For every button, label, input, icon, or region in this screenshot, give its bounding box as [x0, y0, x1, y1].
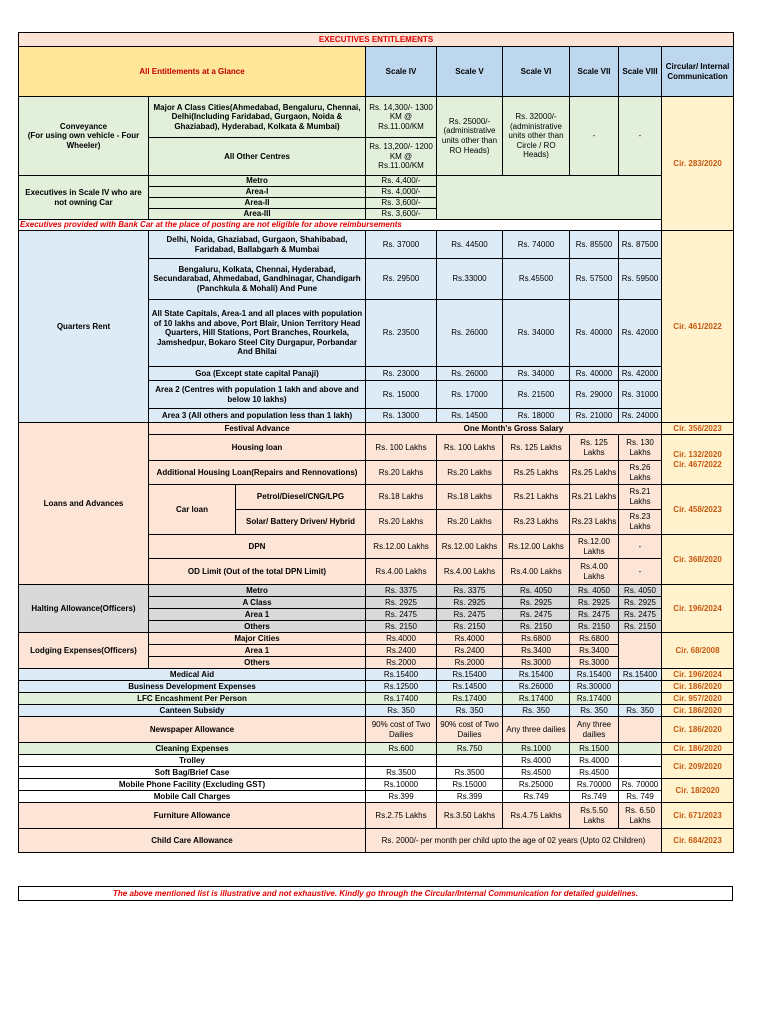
medical-aid-s7: Rs.15400 [570, 669, 619, 681]
cleaning-s6: Rs.1000 [503, 743, 570, 755]
table-title: EXECUTIVES ENTITLEMENTS [19, 33, 734, 47]
halting-s4: Rs. 2150 [366, 621, 437, 633]
car-loan-solar-s6: Rs.23 Lakhs [503, 510, 570, 535]
lodging-circular: Cir. 68/2008 [662, 633, 734, 669]
car-loan-solar-s5: Rs.20 Lakhs [437, 510, 503, 535]
quarters-s7: Rs. 40000 [570, 300, 619, 367]
dpn-s6: Rs.12.00 Lakhs [503, 535, 570, 559]
mobile-phone-s7: Rs.70000 [570, 779, 619, 791]
lodging-s7: Rs.3000 [570, 657, 619, 669]
newspaper-s4: 90% cost of Two Dailies [366, 717, 437, 743]
no-car-area: Area-II [149, 198, 366, 209]
housing-loan-label: Housing loan [149, 435, 366, 461]
halting-s6: Rs. 2150 [503, 621, 570, 633]
car-loan-petrol-label: Petrol/Diesel/CNG/LPG [236, 485, 366, 510]
cleaning-s4: Rs.600 [366, 743, 437, 755]
softbag-s5: Rs.3500 [437, 767, 503, 779]
additional-housing-s8: Rs.26 Lakhs [619, 461, 662, 485]
dpn-circular: Cir. 368/2020 [662, 535, 734, 585]
no-car-blank [437, 176, 662, 220]
softbag-s4: Rs.3500 [366, 767, 437, 779]
mobile-phone-s4: Rs.10000 [366, 779, 437, 791]
scale-v-header: Scale V [437, 47, 503, 97]
newspaper-s8 [619, 717, 662, 743]
housing-loan-circular: Cir. 132/2020 Cir. 467/2022 [662, 435, 734, 485]
quarters-s7: Rs. 29000 [570, 381, 619, 409]
mobile-call-s8: Rs. 749 [619, 791, 662, 803]
halting-circular: Cir. 196/2024 [662, 585, 734, 633]
lodging-s5: Rs.2400 [437, 645, 503, 657]
cleaning-circular: Cir. 186/2020 [662, 743, 734, 755]
quarters-s5: Rs. 26000 [437, 367, 503, 381]
quarters-s5: Rs. 14500 [437, 409, 503, 423]
canteen-label: Canteen Subsidy [19, 705, 366, 717]
car-loan-circular: Cir. 458/2023 [662, 485, 734, 535]
quarters-s5: Rs. 17000 [437, 381, 503, 409]
newspaper-circular: Cir. 186/2020 [662, 717, 734, 743]
quarters-s8: Rs. 42000 [619, 367, 662, 381]
cleaning-label: Cleaning Expenses [19, 743, 366, 755]
quarters-s7: Rs. 85500 [570, 231, 619, 259]
quarters-s5: Rs. 26000 [437, 300, 503, 367]
conveyance-s7: - [570, 97, 619, 176]
glance-header: All Entitlements at a Glance [19, 47, 366, 97]
housing-loan-s8: Rs. 130 Lakhs [619, 435, 662, 461]
scale-vi-header: Scale VI [503, 47, 570, 97]
lodging-s7: Rs.6800 [570, 633, 619, 645]
quarters-s7: Rs. 21000 [570, 409, 619, 423]
scale-iv-header: Scale IV [366, 47, 437, 97]
festival-advance-value: One Month's Gross Salary [366, 423, 662, 435]
medical-aid-s5: Rs.15400 [437, 669, 503, 681]
conveyance-other-centres: All Other Centres [149, 138, 366, 176]
halting-s5: Rs. 2150 [437, 621, 503, 633]
furniture-s6: Rs.4.75 Lakhs [503, 803, 570, 829]
car-loan-solar-s4: Rs.20 Lakhs [366, 510, 437, 535]
quarters-label: Quarters Rent [19, 231, 149, 423]
quarters-place: Delhi, Noida, Ghaziabad, Gurgaon, Shahibabad, Faridabad, Ballabgarh & Mumbai [149, 231, 366, 259]
halting-area: Metro [149, 585, 366, 597]
childcare-label: Child Care Allowance [19, 829, 366, 853]
no-car-area: Area-III [149, 209, 366, 220]
softbag-label: Soft Bag/Brief Case [19, 767, 366, 779]
furniture-circular: Cir. 671/2023 [662, 803, 734, 829]
disclaimer-footer: The above mentioned list is illustrative and not exhaustive. Kindly go through the Circular/Internal Communication for detailed guidelines. [18, 886, 733, 901]
halting-label: Halting Allowance(Officers) [19, 585, 149, 633]
dpn-s4: Rs.12.00 Lakhs [366, 535, 437, 559]
medical-aid-circular: Cir. 196/2024 [662, 669, 734, 681]
quarters-s8: Rs. 42000 [619, 300, 662, 367]
festival-advance-label: Festival Advance [149, 423, 366, 435]
housing-loan-s5: Rs. 100 Lakhs [437, 435, 503, 461]
quarters-s4: Rs. 15000 [366, 381, 437, 409]
mobile-call-s7: Rs.749 [570, 791, 619, 803]
bde-s7: Rs.30000 [570, 681, 619, 693]
halting-area: Others [149, 621, 366, 633]
lodging-label: Lodging Expenses(Officers) [19, 633, 149, 669]
mobile-call-s6: Rs.749 [503, 791, 570, 803]
halting-s6: Rs. 2925 [503, 597, 570, 609]
mobile-phone-s5: Rs.15000 [437, 779, 503, 791]
quarters-s8: Rs. 31000 [619, 381, 662, 409]
conveyance-s6: Rs. 32000/- (administrative units other than Circle / RO Heads) [503, 97, 570, 176]
loans-label: Loans and Advances [19, 423, 149, 585]
childcare-circular: Cir. 684/2023 [662, 829, 734, 853]
canteen-s5: Rs. 350 [437, 705, 503, 717]
softbag-s6: Rs.4500 [503, 767, 570, 779]
softbag-s8 [619, 767, 662, 779]
dpn-s5: Rs.12.00 Lakhs [437, 535, 503, 559]
bank-car-note: Executives provided with Bank Car at the place of posting are not eligible for above reimbursements [19, 220, 662, 231]
quarters-s8: Rs. 24000 [619, 409, 662, 423]
canteen-s4: Rs. 350 [366, 705, 437, 717]
dpn-s8: - [619, 535, 662, 559]
car-loan-petrol-s4: Rs.18 Lakhs [366, 485, 437, 510]
lfc-label: LFC Encashment Per Person [19, 693, 366, 705]
quarters-s8: Rs. 59500 [619, 259, 662, 300]
halting-s8: Rs. 4050 [619, 585, 662, 597]
additional-housing-s7: Rs.25 Lakhs [570, 461, 619, 485]
quarters-s5: Rs.33000 [437, 259, 503, 300]
lodging-area: Area 1 [149, 645, 366, 657]
no-car-area: Area-I [149, 187, 366, 198]
car-loan-petrol-s8: Rs.21 Lakhs [619, 485, 662, 510]
quarters-place: All State Capitals, Area-1 and all places with population of 10 lakhs and above, Port Blair, Union Territory Head Quarters, Hill Stations, Port Branches, Rourkela, Jamshedpur, Bokaro Steel City Durgapur, Porbandar And Bhilai [149, 300, 366, 367]
cleaning-s5: Rs.750 [437, 743, 503, 755]
no-car-area: Metro [149, 176, 366, 187]
medical-aid-s8: Rs.15400 [619, 669, 662, 681]
lodging-s4: Rs.4000 [366, 633, 437, 645]
halting-s8: Rs. 2925 [619, 597, 662, 609]
trolley-s6: Rs.4000 [503, 755, 570, 767]
conveyance-s5: Rs. 25000/- (administrative units other than RO Heads) [437, 97, 503, 176]
additional-housing-s6: Rs.25 Lakhs [503, 461, 570, 485]
quarters-place: Bengaluru, Kolkata, Chennai, Hyderabad, Secundarabad, Ahmedabad, Gandhinagar, Chandigarh (Panchkula & Mohali) And Pune [149, 259, 366, 300]
lodging-s8-blank [619, 633, 662, 669]
halting-s7: Rs. 2475 [570, 609, 619, 621]
furniture-s7: Rs.5.50 Lakhs [570, 803, 619, 829]
lodging-area: Others [149, 657, 366, 669]
halting-s5: Rs. 2475 [437, 609, 503, 621]
halting-s7: Rs. 2925 [570, 597, 619, 609]
dpn-label: DPN [149, 535, 366, 559]
lfc-circular: Cir. 957/2020 [662, 693, 734, 705]
bde-label: Business Development Expenses [19, 681, 366, 693]
lfc-s4: Rs.17400 [366, 693, 437, 705]
conveyance-s8: - [619, 97, 662, 176]
medical-aid-s4: Rs.15400 [366, 669, 437, 681]
furniture-s8: Rs. 6.50 Lakhs [619, 803, 662, 829]
trolley-s5 [437, 755, 503, 767]
car-loan-petrol-s6: Rs.21 Lakhs [503, 485, 570, 510]
mobile-call-label: Mobile Call Charges [19, 791, 366, 803]
mobile-phone-label: Mobile Phone Facility (Excluding GST) [19, 779, 366, 791]
quarters-circular: Cir. 461/2022 [662, 231, 734, 423]
od-limit-s7: Rs.4.00 Lakhs [570, 559, 619, 585]
halting-s5: Rs. 3375 [437, 585, 503, 597]
housing-loan-s7: Rs. 125 Lakhs [570, 435, 619, 461]
quarters-s8: Rs. 87500 [619, 231, 662, 259]
halting-s6: Rs. 4050 [503, 585, 570, 597]
trolley-label: Trolley [19, 755, 366, 767]
dpn-s7: Rs.12.00 Lakhs [570, 535, 619, 559]
quarters-s6: Rs. 18000 [503, 409, 570, 423]
additional-housing-label: Additional Housing Loan(Repairs and Rennovations) [149, 461, 366, 485]
mobile-phone-s6: Rs.25000 [503, 779, 570, 791]
car-loan-solar-s7: Rs.23 Lakhs [570, 510, 619, 535]
cleaning-s7: Rs.1500 [570, 743, 619, 755]
childcare-value: Rs. 2000/- per month per child upto the age of 02 years (Upto 02 Children) [366, 829, 662, 853]
quarters-s4: Rs. 23000 [366, 367, 437, 381]
mobile-phone-s8: Rs. 70000 [619, 779, 662, 791]
halting-area: Area 1 [149, 609, 366, 621]
lodging-area: Major Cities [149, 633, 366, 645]
quarters-s4: Rs. 23500 [366, 300, 437, 367]
od-limit-s8: - [619, 559, 662, 585]
newspaper-s5: 90% cost of Two Dailies [437, 717, 503, 743]
quarters-s6: Rs.45500 [503, 259, 570, 300]
newspaper-s7: Any three dailies [570, 717, 619, 743]
halting-s7: Rs. 2150 [570, 621, 619, 633]
cleaning-s8 [619, 743, 662, 755]
bde-s8 [619, 681, 662, 693]
od-limit-label: OD Limit (Out of the total DPN Limit) [149, 559, 366, 585]
car-loan-petrol-s7: Rs.21 Lakhs [570, 485, 619, 510]
mobile-circular: Cir. 18/2020 [662, 779, 734, 803]
od-limit-s5: Rs.4.00 Lakhs [437, 559, 503, 585]
quarters-s6: Rs. 34000 [503, 367, 570, 381]
furniture-s4: Rs.2.75 Lakhs [366, 803, 437, 829]
medical-aid-s6: Rs.15400 [503, 669, 570, 681]
conveyance-label: Conveyance (For using own vehicle - Four Wheeler) [19, 97, 149, 176]
lodging-s6: Rs.3400 [503, 645, 570, 657]
no-car-label: Executives in Scale IV who are not owning Car [19, 176, 149, 220]
lodging-s5: Rs.2000 [437, 657, 503, 669]
lodging-s5: Rs.4000 [437, 633, 503, 645]
lfc-s5: Rs.17400 [437, 693, 503, 705]
no-car-value: Rs. 3,600/- [366, 209, 437, 220]
halting-s8: Rs. 2475 [619, 609, 662, 621]
trolley-s4 [366, 755, 437, 767]
medical-aid-label: Medical Aid [19, 669, 366, 681]
halting-s4: Rs. 2475 [366, 609, 437, 621]
car-loan-solar-label: Solar/ Battery Driven/ Hybrid [236, 510, 366, 535]
mobile-call-s4: Rs.399 [366, 791, 437, 803]
conveyance-other-s4: Rs. 13,200/- 1200 KM @ Rs.11.00/KM [366, 138, 437, 176]
halting-s5: Rs. 2925 [437, 597, 503, 609]
mobile-call-s5: Rs.399 [437, 791, 503, 803]
circular-header: Circular/ Internal Communication [662, 47, 734, 97]
lodging-s7: Rs.3400 [570, 645, 619, 657]
conveyance-circular: Cir. 283/2020 [662, 97, 734, 231]
car-loan-label: Car loan [149, 485, 236, 535]
od-limit-s6: Rs.4.00 Lakhs [503, 559, 570, 585]
softbag-s7: Rs.4500 [570, 767, 619, 779]
halting-s7: Rs. 4050 [570, 585, 619, 597]
furniture-s5: Rs.3.50 Lakhs [437, 803, 503, 829]
housing-loan-s6: Rs. 125 Lakhs [503, 435, 570, 461]
quarters-s4: Rs. 13000 [366, 409, 437, 423]
od-limit-s4: Rs.4.00 Lakhs [366, 559, 437, 585]
lodging-s6: Rs.6800 [503, 633, 570, 645]
halting-s4: Rs. 3375 [366, 585, 437, 597]
entitlements-table [18, 32, 734, 853]
canteen-s7: Rs. 350 [570, 705, 619, 717]
quarters-s4: Rs. 37000 [366, 231, 437, 259]
scale-viii-header: Scale VIII [619, 47, 662, 97]
canteen-circular: Cir. 186/2020 [662, 705, 734, 717]
bde-s4: Rs.12500 [366, 681, 437, 693]
scale-vii-header: Scale VII [570, 47, 619, 97]
bde-s6: Rs.26000 [503, 681, 570, 693]
lfc-s8 [619, 693, 662, 705]
bde-circular: Cir. 186/2020 [662, 681, 734, 693]
car-loan-petrol-s5: Rs.18 Lakhs [437, 485, 503, 510]
newspaper-s6: Any three dailies [503, 717, 570, 743]
no-car-value: Rs. 4,400/- [366, 176, 437, 187]
quarters-s6: Rs. 21500 [503, 381, 570, 409]
canteen-s6: Rs. 350 [503, 705, 570, 717]
quarters-place: Area 2 (Centres with population 1 lakh and above and below 10 lakhs) [149, 381, 366, 409]
halting-s4: Rs. 2925 [366, 597, 437, 609]
additional-housing-s4: Rs.20 Lakhs [366, 461, 437, 485]
housing-loan-s4: Rs. 100 Lakhs [366, 435, 437, 461]
halting-s6: Rs. 2475 [503, 609, 570, 621]
festival-advance-circular: Cir. 356/2023 [662, 423, 734, 435]
quarters-s6: Rs. 34000 [503, 300, 570, 367]
no-car-value: Rs. 4,000/- [366, 187, 437, 198]
halting-s8: Rs. 2150 [619, 621, 662, 633]
lodging-s6: Rs.3000 [503, 657, 570, 669]
lfc-s6: Rs.17400 [503, 693, 570, 705]
lfc-s7: Rs.17400 [570, 693, 619, 705]
car-loan-solar-s8: Rs.23 Lakhs [619, 510, 662, 535]
lodging-s4: Rs.2400 [366, 645, 437, 657]
quarters-place: Area 3 (All others and population less than 1 lakh) [149, 409, 366, 423]
conveyance-major-s4: Rs. 14,300/- 1300 KM @ Rs.11.00/KM [366, 97, 437, 138]
quarters-s5: Rs. 44500 [437, 231, 503, 259]
halting-area: A Class [149, 597, 366, 609]
newspaper-label: Newspaper Allowance [19, 717, 366, 743]
quarters-s7: Rs. 57500 [570, 259, 619, 300]
quarters-s6: Rs. 74000 [503, 231, 570, 259]
additional-housing-s5: Rs.20 Lakhs [437, 461, 503, 485]
no-car-value: Rs. 3,600/- [366, 198, 437, 209]
quarters-s7: Rs. 40000 [570, 367, 619, 381]
quarters-place: Goa (Except state capital Panaji) [149, 367, 366, 381]
trolley-circular: Cir. 209/2020 [662, 755, 734, 779]
conveyance-major-centres: Major A Class Cities(Ahmedabad, Bengaluru, Chennai, Delhi(Including Faridabad, Gurgaon, Noida & Ghaziabad), Hyderabad, Kolkata & Mumbai) [149, 97, 366, 138]
furniture-label: Furniture Allowance [19, 803, 366, 829]
bde-s5: Rs.14500 [437, 681, 503, 693]
quarters-s4: Rs. 29500 [366, 259, 437, 300]
canteen-s8: Rs. 350 [619, 705, 662, 717]
trolley-s8 [619, 755, 662, 767]
trolley-s7: Rs.4000 [570, 755, 619, 767]
lodging-s4: Rs.2000 [366, 657, 437, 669]
